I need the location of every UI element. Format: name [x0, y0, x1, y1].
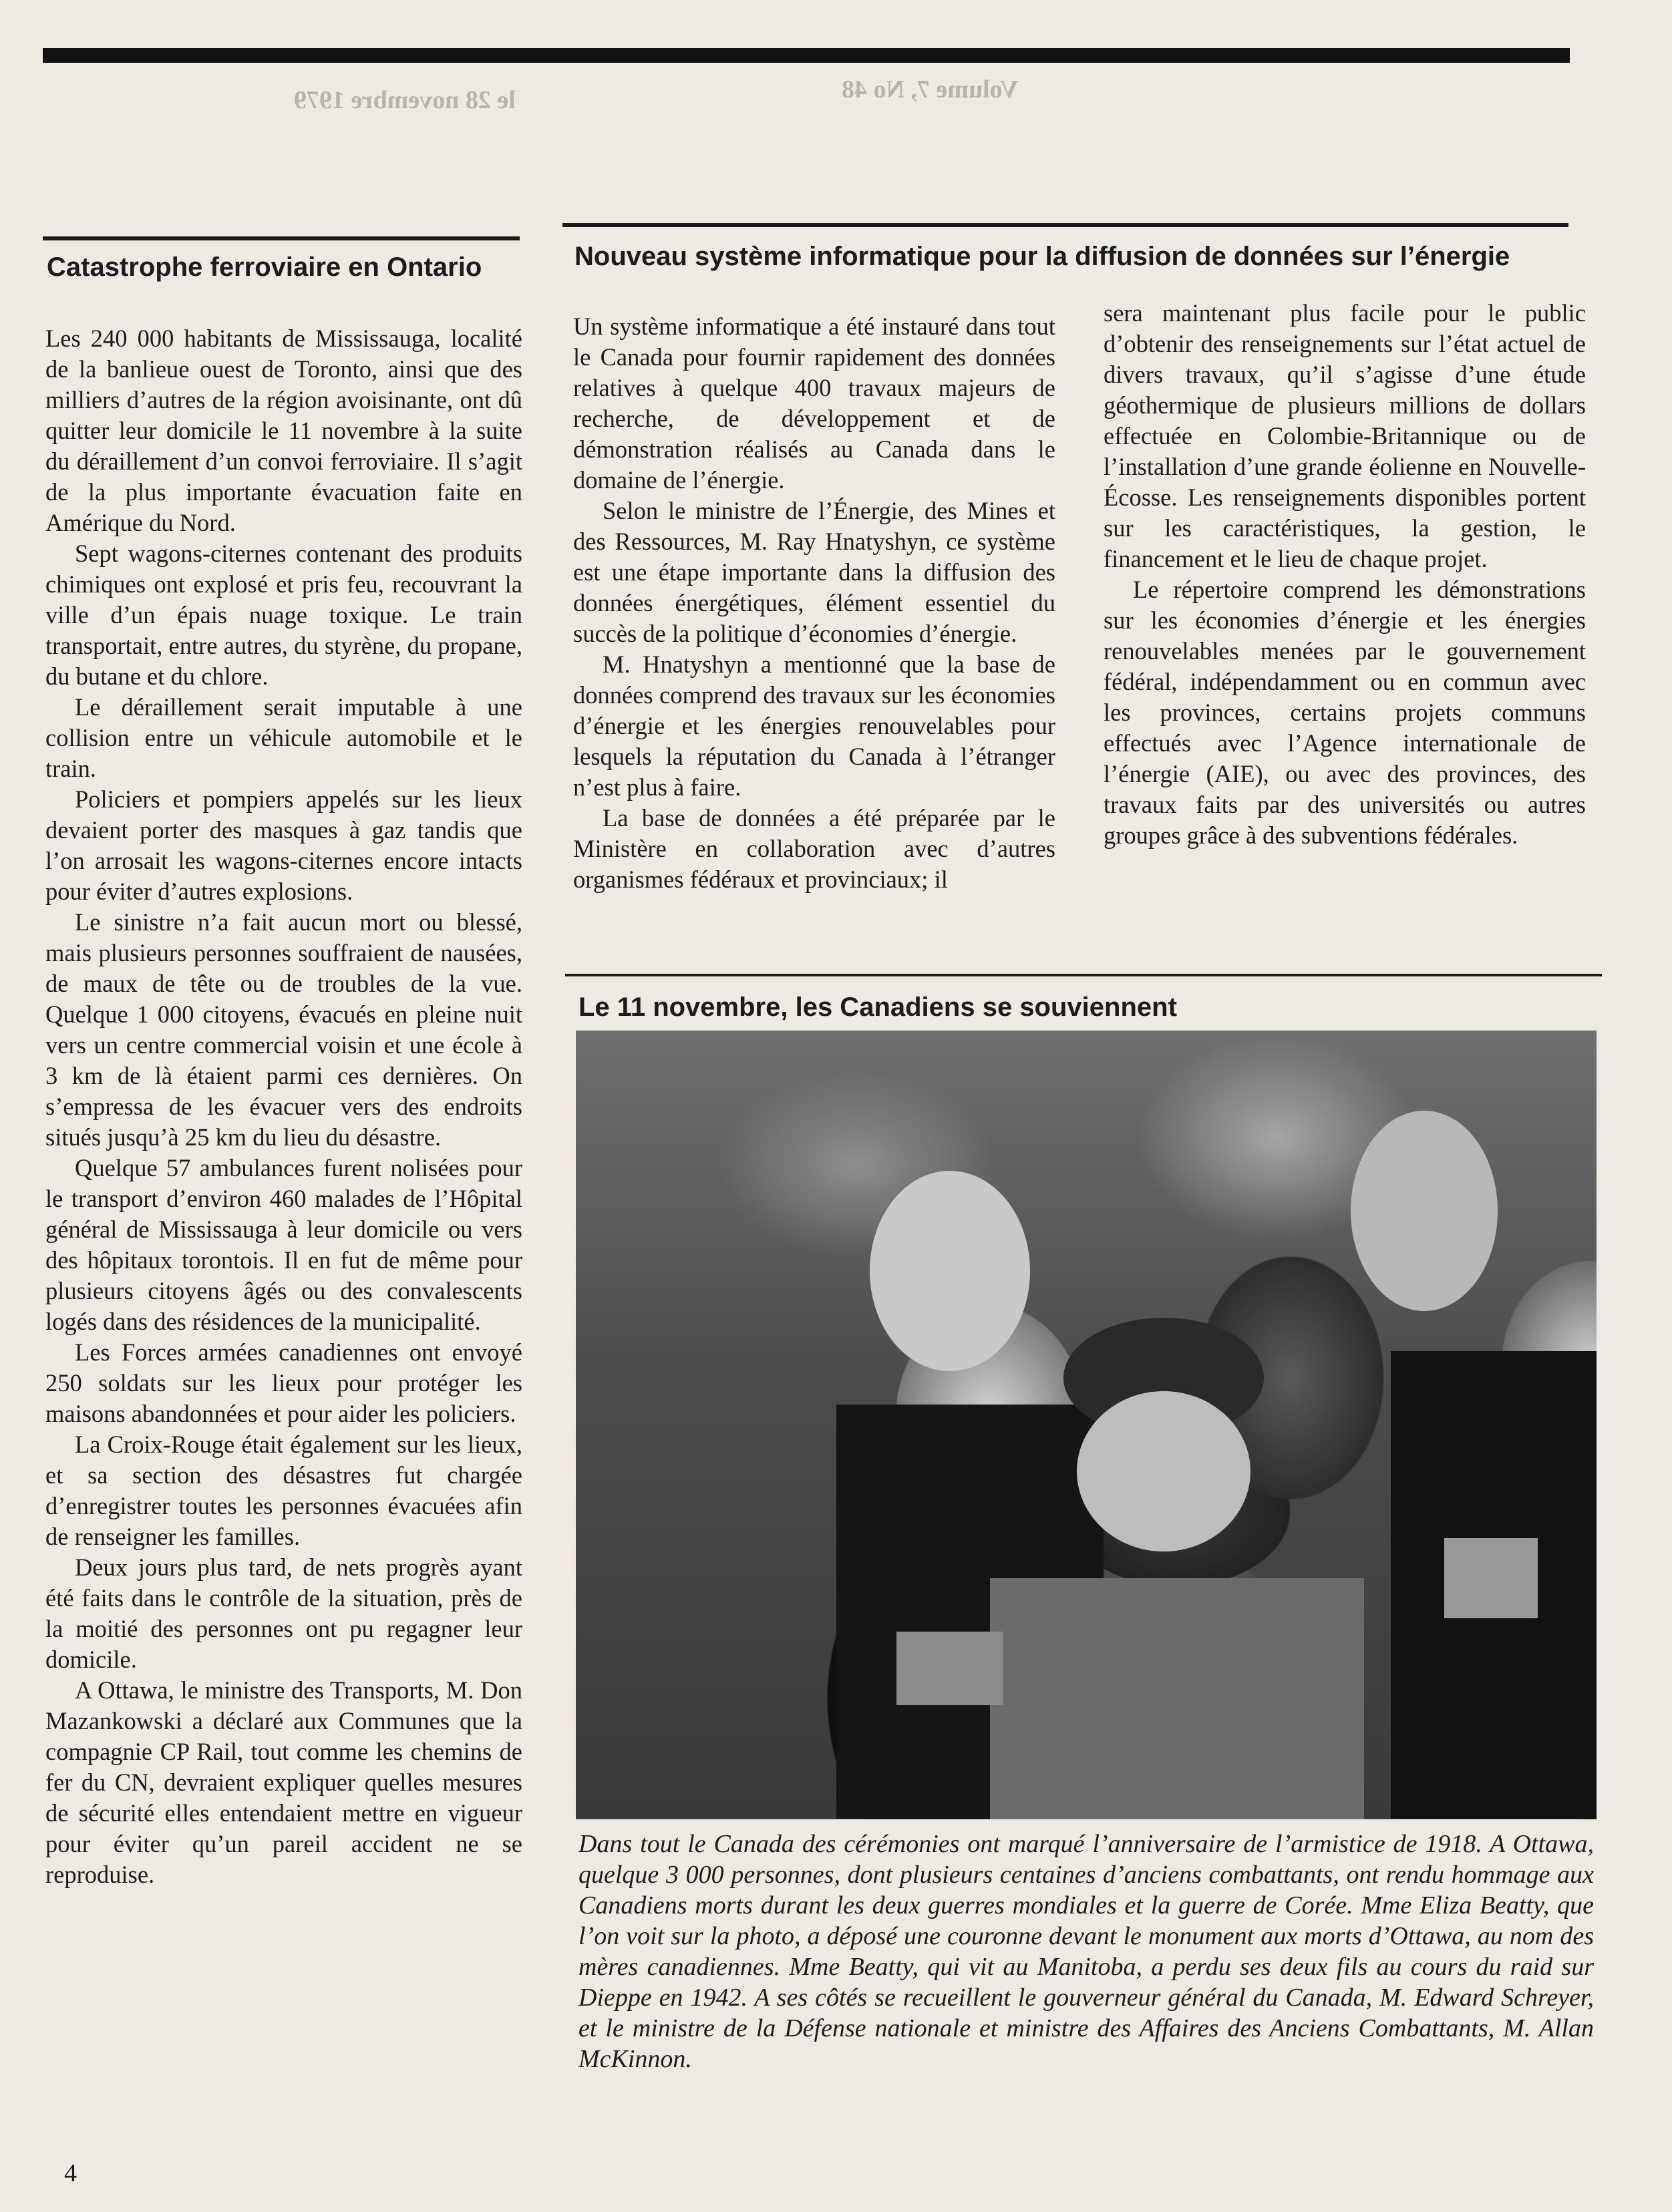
page-number: 4 [64, 2159, 77, 2187]
top-rule [43, 48, 1570, 63]
paragraph: Deux jours plus tard, de nets progrès ayant été faits dans le contrôle de la situation, près de la moitié des personnes ont pu regagner leur domicile. [45, 1553, 522, 1673]
headline-remembrance: Le 11 novembre, les Canadiens se souviennent [578, 992, 1177, 1022]
photo-caption: Dans tout le Canada des cérémonies ont marqué l’anniversaire de l’armistice de 1918. A Ottawa, quelque 3 000 personnes, dont plusieurs centaines d’anciens combattants, ont rendu hommage aux Canadiens morts durant les deux guerres mondiales et la guerre de Corée. Mme Eliza Beatty, que l’on voit sur la photo, a déposé une couronne devant le monument aux morts d’Ottawa, au nom des mères canadiennes. Mme Beatty, qui vit au Manitoba, a perdu ses deux fils au cours du raid sur Dieppe en 1942. A ses côtés se recueillent le gouverneur général du Canada, M. Edward Schreyer, et le ministre de la Défense nationale et ministre des Affaires des Anciens Combattants, M. Allan McKinnon. [578, 1830, 1594, 2073]
paragraph: Les 240 000 habitants de Mississauga, localité de la banlieue ouest de Toronto, ainsi que des milliers d’autres de la région avoisinante, ont dû quitter leur domicile le 11 novembre à la suite du déraillement d’un convoi ferroviaire. Il s’agit de la plus importante évacuation faite en Amérique du Nord. [45, 325, 522, 536]
paragraph: Un système informatique a été instauré dans tout le Canada pour fournir rapidement des données relatives à quelque 400 travaux majeurs de recherche, de développement et de démonstration réalisés au Canada dans le domaine de l’énergie. [573, 313, 1055, 494]
bleed-through-volume: Volume 7, No 48 [842, 75, 1019, 104]
paragraph: La Croix-Rouge était également sur les lieux, et sa section des désastres fut chargée d’enregistrer toutes les personnes évacuées afin de renseigner les familles. [45, 1431, 522, 1550]
paragraph: Policiers et pompiers appelés sur les lieux devaient porter des masques à gaz tandis que l’on arrosait les wagons-citernes encore intacts pour éviter d’autres explosions. [45, 785, 522, 905]
headline-rule-remembrance [565, 974, 1602, 976]
paragraph: Quelque 57 ambulances furent nolisées pour le transport d’environ 460 malades de l’Hôpital général de Mississauga à leur domicile ou vers des hôpitaux torontois. Il en fut de même pour plusieurs citoyens âgés ou des convalescents logés dans des résidences de la municipalité. [45, 1154, 522, 1335]
article-energy-column-2 [1104, 298, 1586, 851]
paragraph: Le déraillement serait imputable à une collision entre un véhicule automobile et le train. [45, 693, 522, 782]
headline-rule-train [43, 236, 520, 240]
paragraph: A Ottawa, le ministre des Transports, M. Don Mazankowski a déclaré aux Communes que la compagnie CP Rail, tout comme les chemins de fer du CN, devraient expliquer quelles mesures de sécurité elles entendaient mettre en vigueur pour éviter qu’un pareil accident ne se reproduise. [45, 1676, 522, 1888]
article-train-body [45, 323, 522, 1890]
paragraph: sera maintenant plus facile pour le public d’obtenir des renseignements sur l’état actuel de divers travaux, qu’il s’agisse d’une étude géothermique de plusieurs millions de dollars effectuée en Colombie-Britannique ou de l’installation d’une grande éolienne en Nouvelle-Écosse. Les renseignements disponibles portent sur les caractéristiques, la gestion, le financement et le lieu de chaque projet. [1104, 299, 1586, 572]
headline-rule-energy [562, 223, 1568, 227]
article-energy-column-1 [573, 311, 1055, 895]
paragraph: Le sinistre n’a fait aucun mort ou blessé, mais plusieurs personnes souffraient de nausées, de maux de tête ou de troubles de la vue. Quelque 1 000 citoyens, évacués en pleine nuit vers un centre commercial voisin et une école à 3 km de là étaient parmi ces dernières. On s’empressa de les évacuer vers des endroits situés jusqu’à 25 km du lieu du désastre. [45, 908, 522, 1151]
headline-train: Catastrophe ferroviaire en Ontario [47, 252, 482, 282]
paragraph: M. Hnatyshyn a mentionné que la base de données comprend des travaux sur les économies d’énergie et les énergies renouvelables pour lesquels la réputation du Canada à l’étranger n’est plus à faire. [573, 651, 1055, 801]
paragraph: Les Forces armées canadiennes ont envoyé 250 soldats sur les lieux pour protéger les maisons abandonnées et pour aider les policiers. [45, 1338, 522, 1427]
photo-figures [576, 1031, 1597, 1819]
paragraph: Sept wagons-citernes contenant des produits chimiques ont explosé et pris feu, recouvrant la ville d’un épais nuage toxique. Le train transportait, entre autres, du styrène, du propane, du butane et du chlore. [45, 540, 522, 690]
paragraph: Selon le ministre de l’Énergie, des Mines et des Ressources, M. Ray Hnatyshyn, ce système est une étape importante dans la diffusion des données énergétiques, élément essentiel du succès de la politique d’économies d’énergie. [573, 497, 1055, 647]
headline-energy: Nouveau système informatique pour la diffusion de données sur l’énergie [574, 242, 1510, 271]
paragraph: Le répertoire comprend les démonstrations sur les économies d’énergie et les énergies renouvelables menées par le gouvernement fédéral, indépendamment ou en commun avec les provinces, certains projets communs effectués avec l’Agence internationale de l’énergie (AIE), ou avec des provinces, des travaux faits par des universités ou autres groupes grâce à des subventions fédérales. [1104, 576, 1586, 849]
paragraph: La base de données a été préparée par le Ministère en collaboration avec d’autres organismes fédéraux et provinciaux; il [573, 804, 1055, 893]
remembrance-photo [576, 1031, 1597, 1819]
bleed-through-date: le 28 novembre 1979 [294, 86, 516, 114]
